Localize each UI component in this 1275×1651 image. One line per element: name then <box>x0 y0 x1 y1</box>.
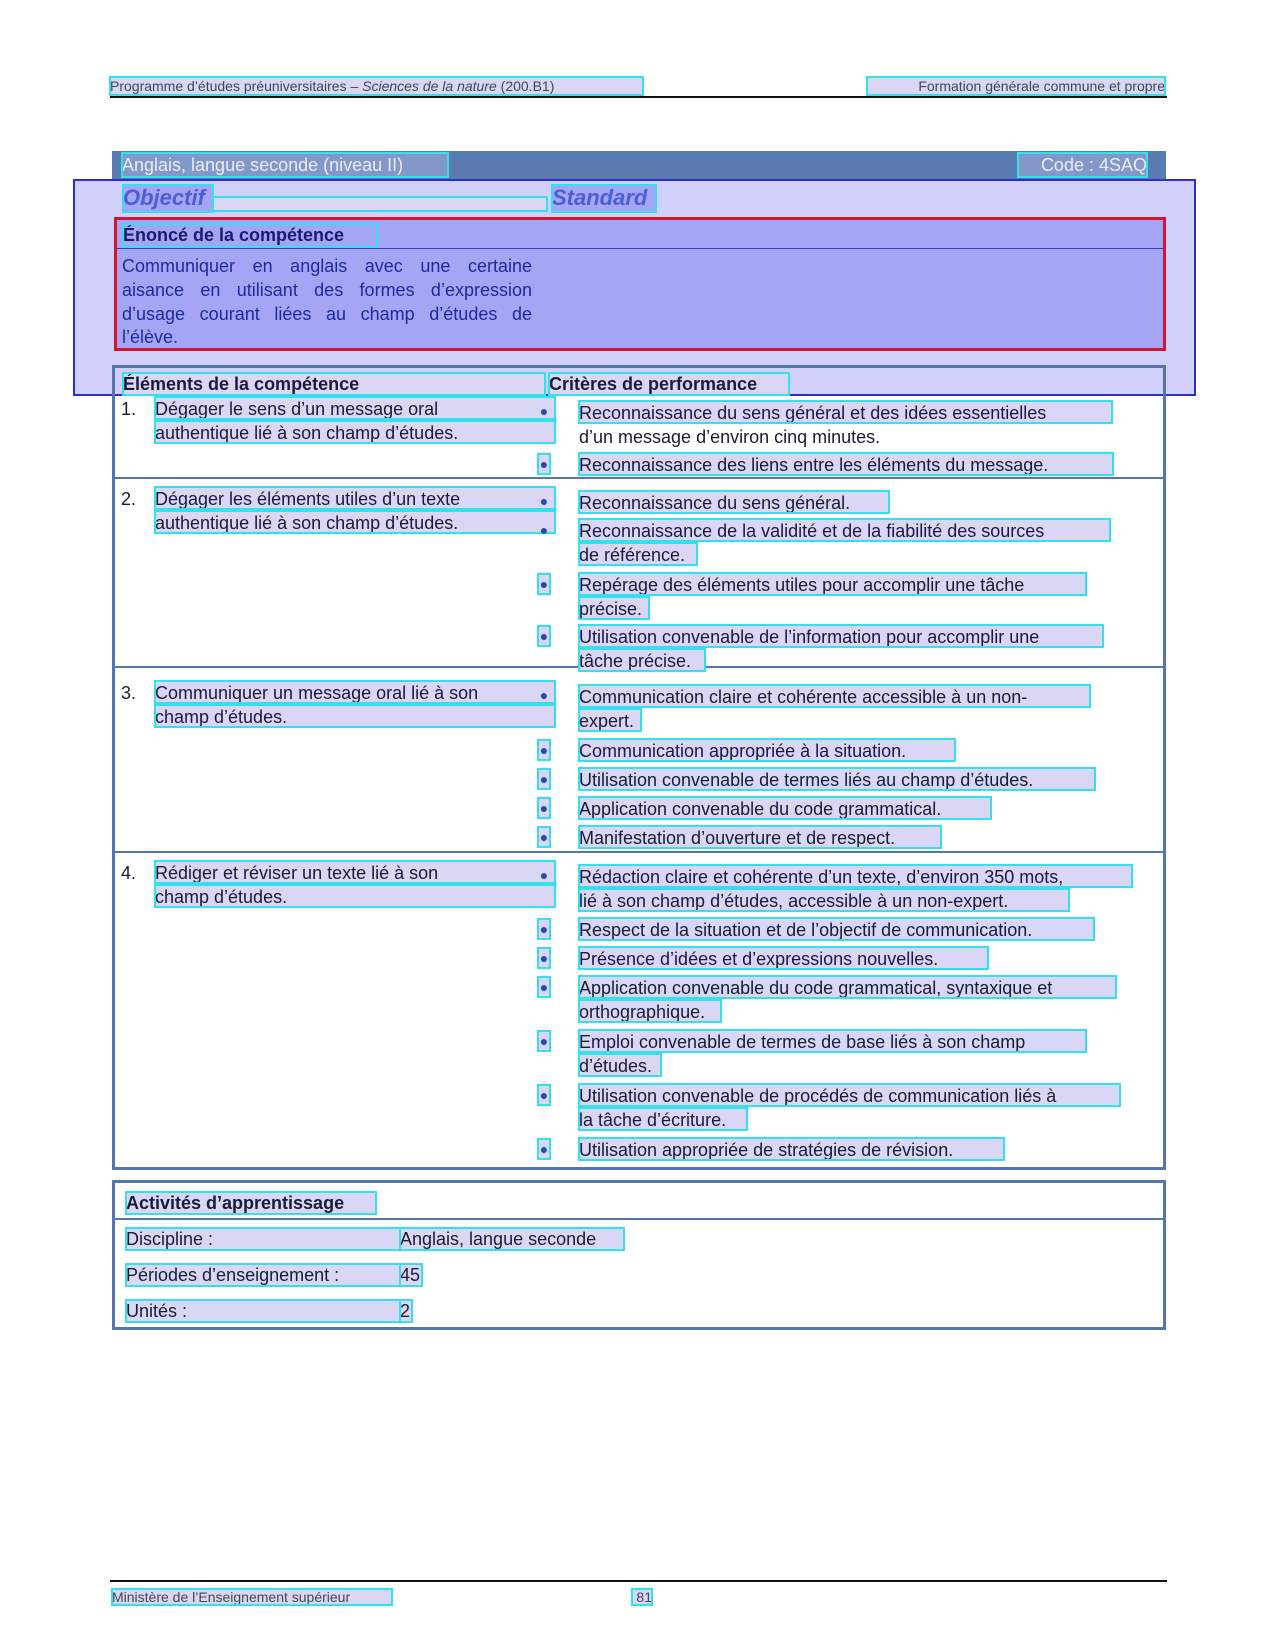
criterion-text: Reconnaissance du sens général et des idées essentielles <box>579 401 1112 423</box>
criterion-text: Présence d’idées et d’expressions nouvelles. <box>579 947 988 969</box>
bullet-dot-icon: ● <box>539 628 549 644</box>
activites-separator <box>115 1218 1163 1220</box>
bullet-dot-icon: ● <box>539 493 549 509</box>
activites-value: 45 <box>400 1265 421 1285</box>
bullet-dot-icon: ● <box>539 1141 549 1157</box>
criterion-text: Utilisation convenable de termes liés au champ d’études. <box>579 768 1095 790</box>
element-text: Rédiger et réviser un texte lié à son <box>155 861 555 883</box>
bullet-dot-icon: ● <box>539 979 549 995</box>
element-text: champ d’études. <box>155 885 555 907</box>
header-program-code: (200.B1) <box>496 78 555 94</box>
criterion-text: Communication appropriée à la situation. <box>579 739 955 761</box>
criterion-text: Manifestation d’ouverture et de respect. <box>579 826 941 848</box>
element-text: Dégager les éléments utiles d’un texte <box>155 487 555 509</box>
page-number: 81 <box>632 1589 652 1605</box>
element-number: 3. <box>121 683 137 703</box>
bullet-dot-icon: ● <box>539 687 549 703</box>
column-header-criteria: Critères de performance <box>549 373 789 395</box>
objectif-label: Objectif <box>123 185 213 212</box>
bullet-dot-icon: ● <box>539 1033 549 1049</box>
criterion-text: Repérage des éléments utiles pour accomplir une tâche <box>579 573 1086 595</box>
criterion-text: expert. <box>579 709 641 731</box>
objectif-underline-region <box>213 197 547 211</box>
criterion-text: lié à son champ d’études, accessible à un non-expert. <box>579 889 1069 911</box>
bullet-dot-icon: ● <box>539 921 549 937</box>
footer-rule <box>110 1580 1167 1582</box>
criterion-text: Rédaction claire et cohérente d’un texte, d’environ 350 mots, <box>579 865 1132 887</box>
activites-value: Anglais, langue seconde <box>400 1228 624 1250</box>
course-code: Code : 4SAQ <box>1018 153 1147 177</box>
activites-label: Unités : <box>126 1300 406 1322</box>
enonce-line: aisance en utilisant des formes d’expression <box>122 279 532 300</box>
criterion-text: Communication claire et cohérente accessible à un non- <box>579 685 1090 707</box>
criterion-text: de référence. <box>579 543 697 565</box>
running-header-right: Formation générale commune et propre <box>867 77 1165 95</box>
criterion-text: d’un message d’environ cinq minutes. <box>579 427 881 447</box>
enonce-line: l’élève. <box>122 327 179 348</box>
activites-title: Activités d’apprentissage <box>126 1192 376 1214</box>
bullet-dot-icon: ● <box>539 1087 549 1103</box>
criterion-text: Reconnaissance des liens entre les éléments du message. <box>579 453 1113 475</box>
element-text: Communiquer un message oral lié à son <box>155 681 555 703</box>
criterion-text: d’études. <box>579 1054 661 1076</box>
element-number: 2. <box>121 489 137 509</box>
activites-label: Périodes d’enseignement : <box>126 1264 406 1286</box>
criterion-text: Utilisation convenable de procédés de communication liés à <box>579 1084 1120 1106</box>
criterion-text: Application convenable du code grammatical, syntaxique et <box>579 976 1116 998</box>
bullet-dot-icon: ● <box>539 403 549 419</box>
header-program: Programme d’études préuniversitaires – <box>110 78 363 94</box>
activites-value: 2 <box>400 1301 411 1321</box>
element-text: authentique lié à son champ d’études. <box>155 511 555 533</box>
row-separator <box>115 851 1163 853</box>
criterion-text: Utilisation appropriée de stratégies de révision. <box>579 1138 1004 1160</box>
criterion-text: la tâche d’écriture. <box>579 1108 747 1130</box>
criterion-text: Application convenable du code grammatical. <box>579 797 991 819</box>
bullet-dot-icon: ● <box>539 867 549 883</box>
column-header-elements: Éléments de la compétence <box>123 373 545 395</box>
header-program-italic: Sciences de la nature <box>362 78 497 94</box>
element-number: 1. <box>121 399 137 419</box>
bullet-dot-icon: ● <box>539 576 549 592</box>
criterion-text: Respect de la situation et de l’objectif de communication. <box>579 918 1094 940</box>
criterion-text: Reconnaissance du sens général. <box>579 491 889 513</box>
criterion-text: tâche précise. <box>579 649 705 671</box>
enonce-text <box>122 255 532 350</box>
footer-ministry: Ministère de l’Enseignement supérieur <box>112 1589 392 1605</box>
bullet-dot-icon: ● <box>539 742 549 758</box>
course-title: Anglais, langue seconde (niveau II) <box>122 153 448 177</box>
bullet-dot-icon: ● <box>539 522 549 538</box>
standard-label: Standard <box>552 185 656 212</box>
enonce-line: d’usage courant liées au champ d’études de <box>122 303 532 324</box>
row-separator <box>115 477 1163 479</box>
criterion-text: Emploi convenable de termes de base liés à son champ <box>579 1030 1086 1052</box>
criterion-text: orthographique. <box>579 1000 721 1022</box>
criterion-text: Reconnaissance de la validité et de la fiabilité des sources <box>579 519 1110 541</box>
element-text: champ d’études. <box>155 705 555 727</box>
bullet-dot-icon: ● <box>539 800 549 816</box>
enonce-title: Énoncé de la compétence <box>123 224 377 247</box>
header-rule <box>110 96 1167 98</box>
bullet-dot-icon: ● <box>539 456 549 472</box>
criterion-text: précise. <box>579 597 649 619</box>
element-text: Dégager le sens d’un message oral <box>155 397 555 419</box>
running-header-left <box>110 77 643 95</box>
element-text: authentique lié à son champ d’études. <box>155 421 555 443</box>
bullet-dot-icon: ● <box>539 829 549 845</box>
activites-label: Discipline : <box>126 1228 406 1250</box>
element-number: 4. <box>121 863 137 883</box>
bullet-dot-icon: ● <box>539 771 549 787</box>
enonce-line: Communiquer en anglais avec une certaine <box>122 256 532 276</box>
bullet-dot-icon: ● <box>539 950 549 966</box>
enonce-separator <box>117 248 1163 249</box>
criterion-text: Utilisation convenable de l’information pour accomplir une <box>579 625 1103 647</box>
